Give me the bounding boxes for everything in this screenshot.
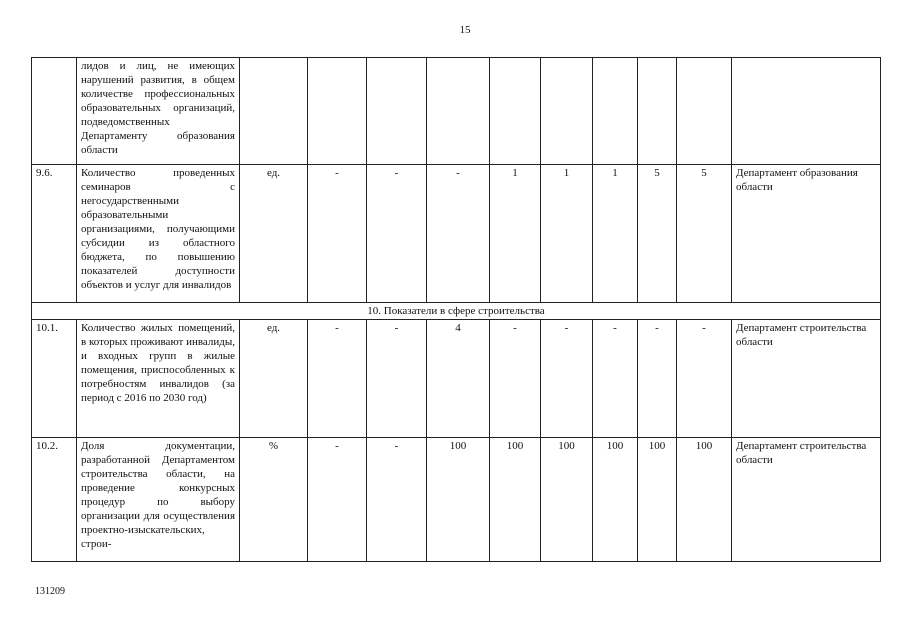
value-cell: 100 bbox=[541, 438, 593, 562]
value-cell: 100 bbox=[593, 438, 638, 562]
indicator-name: лидов и лиц, не имеющих нарушений развития, в общем количестве профессиональных образовательных организаций, подведомственных Департаменту образования области bbox=[77, 58, 240, 165]
value-cell: - bbox=[427, 165, 490, 303]
responsible-cell: Департамент строительства области bbox=[732, 438, 881, 562]
indicator-name: Количество проведенных семинаров с негосударственными образовательными организациями, получающими субсидии из областного бюджета, по повышению показателей доступности объектов и услуг для инвалидов bbox=[77, 165, 240, 303]
unit-cell: % bbox=[240, 438, 308, 562]
value-cell bbox=[541, 58, 593, 165]
row-number: 9.6. bbox=[32, 165, 77, 303]
responsible-cell: Департамент образования области bbox=[732, 165, 881, 303]
value-cell bbox=[427, 58, 490, 165]
value-cell: - bbox=[308, 320, 367, 438]
value-cell: 100 bbox=[638, 438, 677, 562]
value-cell bbox=[490, 58, 541, 165]
table-row bbox=[32, 58, 881, 165]
table-row bbox=[32, 165, 881, 303]
document-code: 131209 bbox=[35, 586, 65, 597]
indicator-name: Количество жилых помещений, в которых проживают инвалиды, и входных групп в жилые помещения, приспособленных к потребностям инвалидов (за период с 2016 по 2030 год) bbox=[77, 320, 240, 438]
indicator-name: Доля документации, разработанной Департаментом строительства области, на проведение конкурсных процедур по выбору организации для осуществления проектно-изыскательских, строи- bbox=[77, 438, 240, 562]
value-cell: 5 bbox=[677, 165, 732, 303]
row-number bbox=[32, 58, 77, 165]
table-row bbox=[32, 438, 881, 562]
value-cell: 100 bbox=[490, 438, 541, 562]
responsible-cell bbox=[732, 58, 881, 165]
value-cell: - bbox=[677, 320, 732, 438]
value-cell: 100 bbox=[677, 438, 732, 562]
value-cell: 1 bbox=[593, 165, 638, 303]
table-row bbox=[32, 320, 881, 438]
section-title: 10. Показатели в сфере строительства bbox=[32, 303, 881, 320]
unit-cell: ед. bbox=[240, 320, 308, 438]
unit-cell: ед. bbox=[240, 165, 308, 303]
section-header-row bbox=[32, 303, 881, 320]
value-cell bbox=[367, 58, 427, 165]
value-cell: 1 bbox=[541, 165, 593, 303]
value-cell bbox=[638, 58, 677, 165]
value-cell: - bbox=[308, 165, 367, 303]
row-number: 10.1. bbox=[32, 320, 77, 438]
page-number: 15 bbox=[459, 24, 471, 36]
value-cell: 4 bbox=[427, 320, 490, 438]
value-cell: - bbox=[308, 438, 367, 562]
value-cell: 1 bbox=[490, 165, 541, 303]
indicators-table bbox=[31, 57, 881, 562]
value-cell: 100 bbox=[427, 438, 490, 562]
value-cell: - bbox=[490, 320, 541, 438]
value-cell: - bbox=[593, 320, 638, 438]
value-cell bbox=[677, 58, 732, 165]
value-cell: - bbox=[367, 165, 427, 303]
value-cell: - bbox=[367, 320, 427, 438]
row-number: 10.2. bbox=[32, 438, 77, 562]
value-cell: - bbox=[541, 320, 593, 438]
unit-cell bbox=[240, 58, 308, 165]
value-cell: - bbox=[367, 438, 427, 562]
responsible-cell: Департамент строительства области bbox=[732, 320, 881, 438]
value-cell bbox=[593, 58, 638, 165]
value-cell: - bbox=[638, 320, 677, 438]
value-cell bbox=[308, 58, 367, 165]
value-cell: 5 bbox=[638, 165, 677, 303]
